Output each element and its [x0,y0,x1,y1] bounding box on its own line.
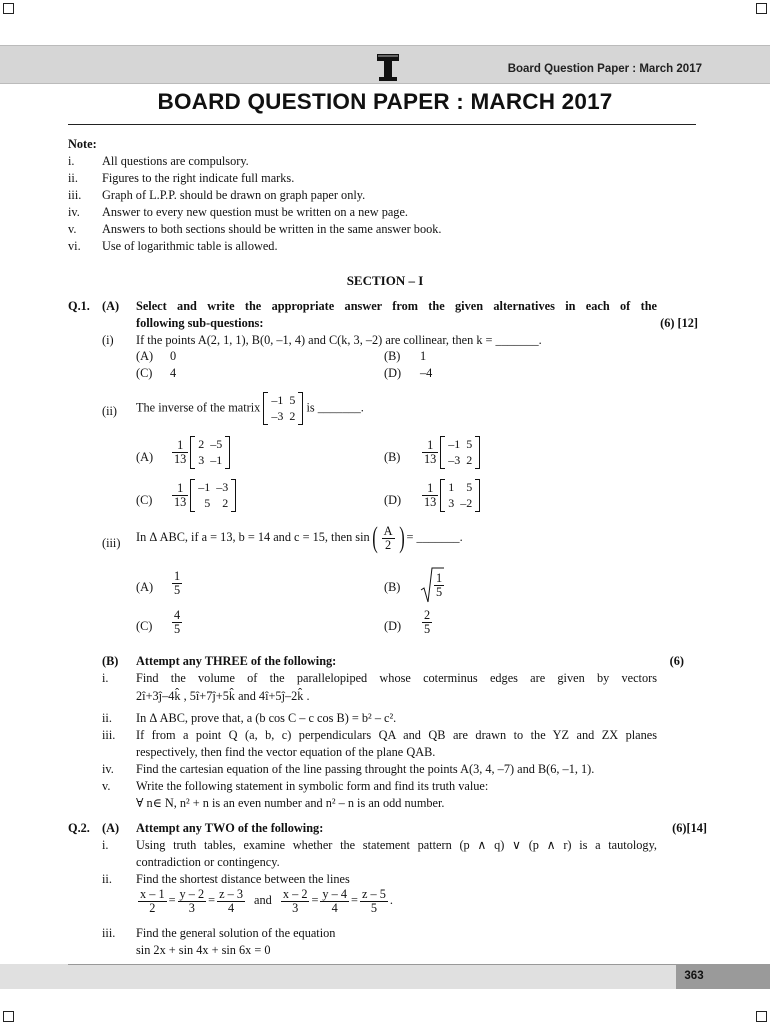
note-item-num: iii. [68,188,82,202]
marks: (6) [12] [660,316,698,330]
item-text-cont: ∀ n∈ N, n² + n is an even number and n² – n is an odd number. [136,796,445,810]
publisher-logo-icon [371,50,405,84]
part-instruction-cont: following sub-questions: [136,316,264,330]
item-text-cont: sin 2x + sin 4x + sin 6x = 0 [136,943,271,957]
option-matrix: $\frac{1}{13}$ 1 5 3 –2 [420,479,480,512]
crop-mark-bottom-right [756,1011,767,1022]
option-value: 1 [420,349,427,363]
note-item-num: i. [68,154,75,168]
option-matrix: $\frac{1}{13}$ 2 –5 3 –1 [170,436,230,469]
option-matrix: $\frac{1}{13}$ –1 5 –3 2 [420,436,480,469]
note-item-text: Figures to the right indicate full marks. [102,171,295,185]
option-fraction: $\frac{4}{5}$ [174,608,181,636]
subquestion-text-after: is _______. [306,400,364,415]
subquestion-text: If the points A(2, 1, 1), B(0, –1, 4) and C(k, 3, –2) are collinear, then k = _______. [136,333,542,347]
part-label: (A) [102,821,120,835]
part-label: (B) [102,654,119,668]
footer-rule [68,964,770,965]
part-instruction: Select and write the appropriate answer from the given alternatives in each of the [136,299,657,313]
item-text: Find the shortest distance between the lines [136,872,350,886]
note-item-text: Graph of L.P.P. should be drawn on graph paper only. [102,188,366,202]
subquestion-number: (iii) [102,536,121,550]
option-matrix: $\frac{1}{13}$ –1 –3 5 2 [170,479,236,512]
item-text: Find the cartesian equation of the line passing throught the points A(3, 4, –7) and B(6, –1, 1). [136,762,595,776]
note-item-num: vi. [68,239,81,253]
item-number: ii. [102,711,112,725]
item-text: In Δ ABC, prove that, a (b cos C – c cos B) = b² – c². [136,711,397,725]
marks: (6)[14] [672,821,707,835]
part-label: (A) [102,299,120,313]
line-equations: $\frac{x - 1}{2}$ = $\frac{y - 2}{3}$ = $\frac{z - 3}{4}$ and $\frac{x - 2}{3}$ = $\frac{y - 4}{4}$ = $\frac{z - 5}{5}$ . [140,887,393,915]
item-number: iii. [102,926,116,940]
item-text-cont: contradiction or contingency. [136,855,280,869]
option-fraction: $\frac{1}{5}$ [174,569,181,597]
note-item-text: Answer to every new question must be written on a new page. [102,205,408,219]
item-number: v. [102,779,111,793]
option-label: (C) [136,619,153,633]
option-label: (B) [384,450,401,464]
item-number: iii. [102,728,116,742]
note-item-text: All questions are compulsory. [102,154,249,168]
note-heading: Note: [68,137,97,151]
part-instruction: Attempt any THREE of the following: [136,654,337,668]
option-label: (B) [384,349,401,363]
option-label: (A) [136,580,154,594]
subquestion-text: In Δ ABC, if a = 13, b = 14 and c = 15, then sin( $\frac{A}{2}$ ) = _______. [136,521,463,554]
option-label: (D) [384,619,402,633]
page-number: 363 [684,970,704,982]
marks: (6) [669,654,684,668]
option-value: 4 [170,366,177,380]
item-text-cont: respectively, then find the vector equation of the plane QAB. [136,745,436,759]
item-text: If from a point Q (a, b, c) perpendiculars QA and QB are drawn to the YZ and ZX planes [136,728,657,742]
crop-mark-top-right [756,3,767,14]
item-text: Write the following statement in symbolic form and find its truth value: [136,779,489,793]
option-sqrt-fraction: $\frac{1}{5}$ [420,566,446,604]
note-item-text: Use of logarithmic table is allowed. [102,239,278,253]
subquestion-text [136,392,364,425]
question-number: Q.2. [68,821,90,835]
note-item-num: iv. [68,205,80,219]
item-number: i. [102,838,109,852]
note-item-text: Answers to both sections should be written in the same answer book. [102,222,442,236]
section-title: SECTION – I [346,273,424,288]
option-fraction: $\frac{2}{5}$ [424,608,431,636]
subquestion-text-before: The inverse of the matrix [136,400,261,415]
item-number: iv. [102,762,114,776]
part-instruction: Attempt any TWO of the following: [136,821,324,835]
matrix: –1 5 –3 2 [263,392,303,425]
note-item-num: v. [68,222,77,236]
option-label: (A) [136,349,154,363]
running-head: Board Question Paper : March 2017 [507,63,702,75]
item-text-cont: 2î+3ĵ–4k̂ , 5î+7ĵ+5k̂ and 4î+5ĵ–2k̂ . [136,689,310,703]
title-rule [68,124,696,125]
footer-band [0,964,770,989]
item-number: ii. [102,872,112,886]
option-label: (C) [136,493,153,507]
crop-mark-top-left [3,3,14,14]
option-label: (C) [136,366,153,380]
note-item-num: ii. [68,171,78,185]
option-label: (D) [384,366,402,380]
option-value: 0 [170,349,177,363]
subquestion-number: (i) [102,333,114,347]
page-title: BOARD QUESTION PAPER : MARCH 2017 [157,89,613,114]
item-text: Using truth tables, examine whether the statement pattern (p ∧ q) ∨ (p ∧ r) is a tautology, [136,838,657,852]
crop-mark-bottom-left [3,1011,14,1022]
item-number: i. [102,671,109,685]
option-value: –4 [420,366,433,380]
option-label: (D) [384,493,402,507]
item-text: Find the general solution of the equation [136,926,336,940]
question-number: Q.1. [68,299,90,313]
option-label: (A) [136,450,154,464]
item-text: Find the volume of the parallelopiped whose coterminus edges are given by vectors [136,671,657,685]
subquestion-number: (ii) [102,404,118,418]
option-label: (B) [384,580,401,594]
